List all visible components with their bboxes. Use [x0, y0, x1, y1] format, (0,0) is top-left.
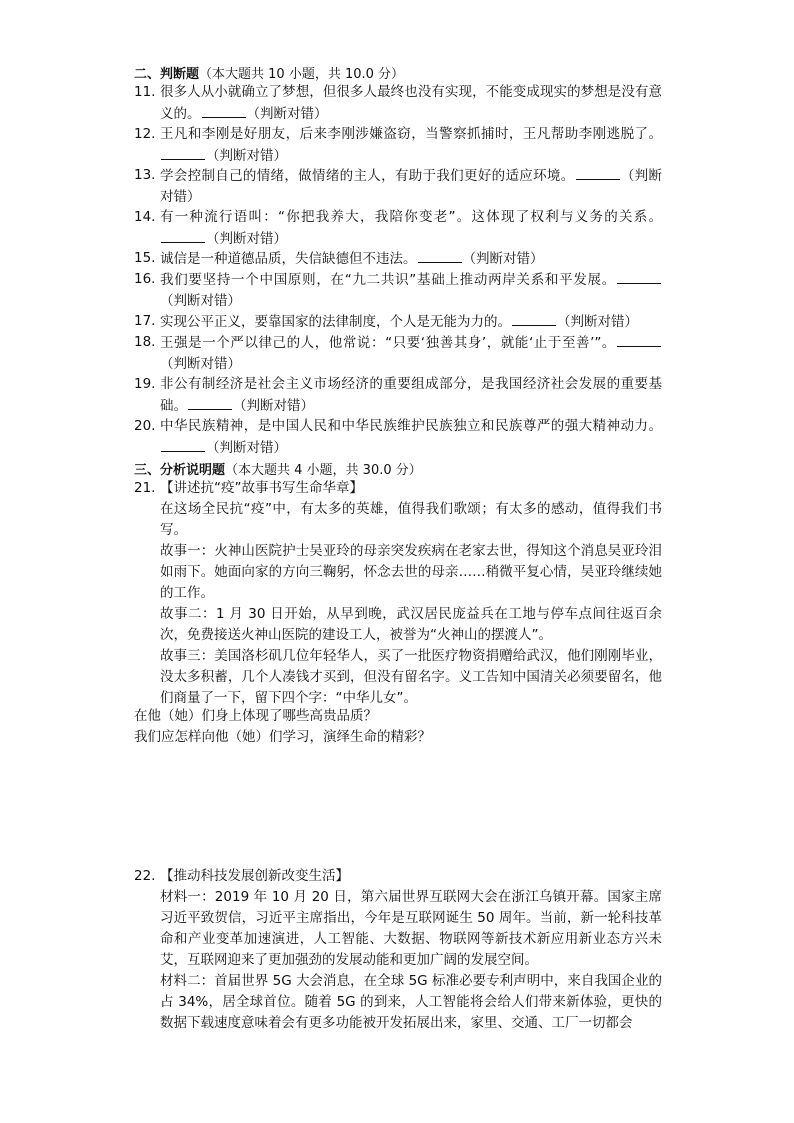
- question-18: [134, 332, 662, 375]
- section-title: 三、分析说明题: [134, 463, 226, 478]
- question-text: 我们要坚持一个中国原则，在“九二共识”基础上推动两岸关系和平发展。: [160, 272, 616, 288]
- judgement-hint: （判断对错）: [246, 106, 328, 122]
- answer-blank[interactable]: [161, 145, 205, 160]
- question-number: 19.: [134, 376, 156, 392]
- judgement-hint: （判断对错）: [160, 356, 241, 372]
- question-11: [134, 82, 662, 125]
- question-number: 17.: [134, 313, 156, 329]
- question-title: 【推动科技发展创新改变生活】: [160, 868, 349, 884]
- question-21: [134, 478, 662, 709]
- answer-blank[interactable]: [617, 332, 661, 347]
- question-text: 王凡和李刚是好朋友，后来李刚涉嫌盗窃，当警察抓捕时，王凡帮助李刚逃脱了。: [160, 126, 662, 142]
- question-14: [134, 207, 662, 250]
- question-12: [134, 124, 662, 167]
- question-number: 18.: [134, 334, 156, 350]
- judgement-hint: （判断对错）: [206, 148, 287, 164]
- section-note: （本大题共 10 小题，共 10.0 分）: [199, 67, 405, 82]
- section-heading-judgement: [134, 63, 404, 82]
- question-number: 13.: [134, 167, 156, 183]
- question-17: [134, 311, 662, 333]
- judgement-hint: （判断对错）: [206, 231, 287, 247]
- question-text: 学会控制自己的情绪，做情绪的主人，有助于我们更好的适应环境。: [160, 168, 575, 184]
- intro-paragraph: 在这场全民抗“疫”中，有太多的英雄，值得我们歌颂；有太多的感动，值得我们书写。: [160, 501, 662, 538]
- answer-blank[interactable]: [161, 437, 205, 452]
- section-title: 二、判断题: [134, 67, 200, 82]
- question-title: 【讲述抗“疫”故事书写生命华章】: [160, 480, 363, 496]
- question-number: 14.: [134, 209, 156, 225]
- material-two: 材料二：首届世界 5G 大会消息，在全球 5G 标准必要专利声明中，来自我国企业的占 34%，居全球首位。随着 5G 的到来，人工智能将会给人们带来新体验，更快的数据下载速度意味着会有更多功能被开发拓展出来，家里、交通、工厂一切都会: [160, 973, 662, 1031]
- question-text: 实现公平正义，要靠国家的法律制度，个人是无能为力的。: [160, 314, 511, 330]
- story-one: 故事一：火神山医院护士吴亚玲的母亲突发疾病在老家去世，得知这个消息吴亚玲泪如雨下。她面向家的方向三鞠躬，怀念去世的母亲……稍微平复心情，吴亚玲继续她的工作。: [160, 543, 662, 601]
- question-15: [134, 248, 662, 270]
- judgement-hint: （判断对错）: [557, 314, 638, 330]
- question-number: 22.: [134, 868, 156, 884]
- answer-blank[interactable]: [617, 269, 661, 284]
- question-number: 21.: [134, 480, 156, 496]
- question-number: 11.: [134, 84, 156, 100]
- question-13: [134, 165, 662, 208]
- answer-blank[interactable]: [512, 311, 556, 326]
- question-text: 中华民族精神，是中国人民和中华民族维护民族独立和民族尊严的强大精神动力。: [160, 418, 662, 434]
- question-text: 有一种流行语叫：“你把我养大，我陪你变老”。这体现了权利与义务的关系。: [160, 209, 662, 225]
- section-note: （本大题共 4 小题，共 30.0 分）: [225, 463, 422, 478]
- section-heading-analysis: [134, 459, 422, 478]
- judgement-hint: （判断对错）: [233, 398, 314, 414]
- question-number: 16.: [134, 271, 156, 287]
- story-two: 故事二：1 月 30 日开始，从早到晚，武汉居民庞益兵在工地与停车点间往返百余次，免费接送火神山医院的建设工人，被誉为“火神山的摆渡人”。: [160, 606, 662, 643]
- question-19: [134, 374, 662, 417]
- question-text: 很多人从小就确立了梦想，但很多人最终也没有实现，不能变成现实的梦想是没有意义的。: [160, 84, 662, 122]
- answer-blank[interactable]: [188, 395, 232, 410]
- story-three: 故事三：美国洛杉矶几位年轻华人，买了一批医疗物资捐赠给武汉，他们刚刚毕业，没太多积蓄，几个人凑钱才买到，但没有留名字。义工告知中国清关必须要留名，他们商量了一下，留下四个字：“中华儿女”。: [160, 648, 662, 706]
- question-text: 诚信是一种道德品质，失信缺德但不违法。: [160, 251, 417, 267]
- question-20: [134, 416, 662, 459]
- question-number: 15.: [134, 250, 156, 266]
- judgement-hint: （判断对错）: [462, 251, 544, 267]
- question-text: 非公有制经济是社会主义市场经济的重要组成部分，是我国经济社会发展的重要基础。: [160, 376, 662, 414]
- question-16: [134, 269, 662, 312]
- answer-blank[interactable]: [202, 103, 246, 118]
- question-number: 20.: [134, 418, 156, 434]
- question-21-ask-2: 我们应怎样向他（她）们学习，演绎生命的精彩？: [134, 729, 431, 745]
- question-22: [134, 866, 662, 1034]
- judgement-hint: （判断对错）: [160, 168, 663, 205]
- question-text: 王强是一个严以律己的人，他常说：“只要‘独善其身’，就能‘止于至善’”。: [160, 335, 616, 351]
- judgement-hint: （判断对错）: [160, 293, 241, 309]
- question-number: 12.: [134, 126, 156, 142]
- question-21-ask-1: 在他（她）们身上体现了哪些高贵品质？: [134, 708, 377, 724]
- judgement-hint: （判断对错）: [206, 440, 287, 456]
- answer-blank[interactable]: [161, 228, 205, 243]
- answer-blank[interactable]: [576, 165, 620, 180]
- answer-area[interactable]: [134, 752, 662, 860]
- answer-blank[interactable]: [418, 248, 462, 263]
- material-one: 材料一：2019 年 10 月 20 日，第六届世界互联网大会在浙江乌镇开幕。国家主席习近平致贺信，习近平主席指出，今年是互联网诞生 50 周年。当前，新一轮科技革命和产业变革加速演进，人工智能、大数据、物联网等新技术新应用新业态方兴未艾，互联网迎来了更加强劲的发展动能和更加广阔的发展空间。: [160, 889, 662, 968]
